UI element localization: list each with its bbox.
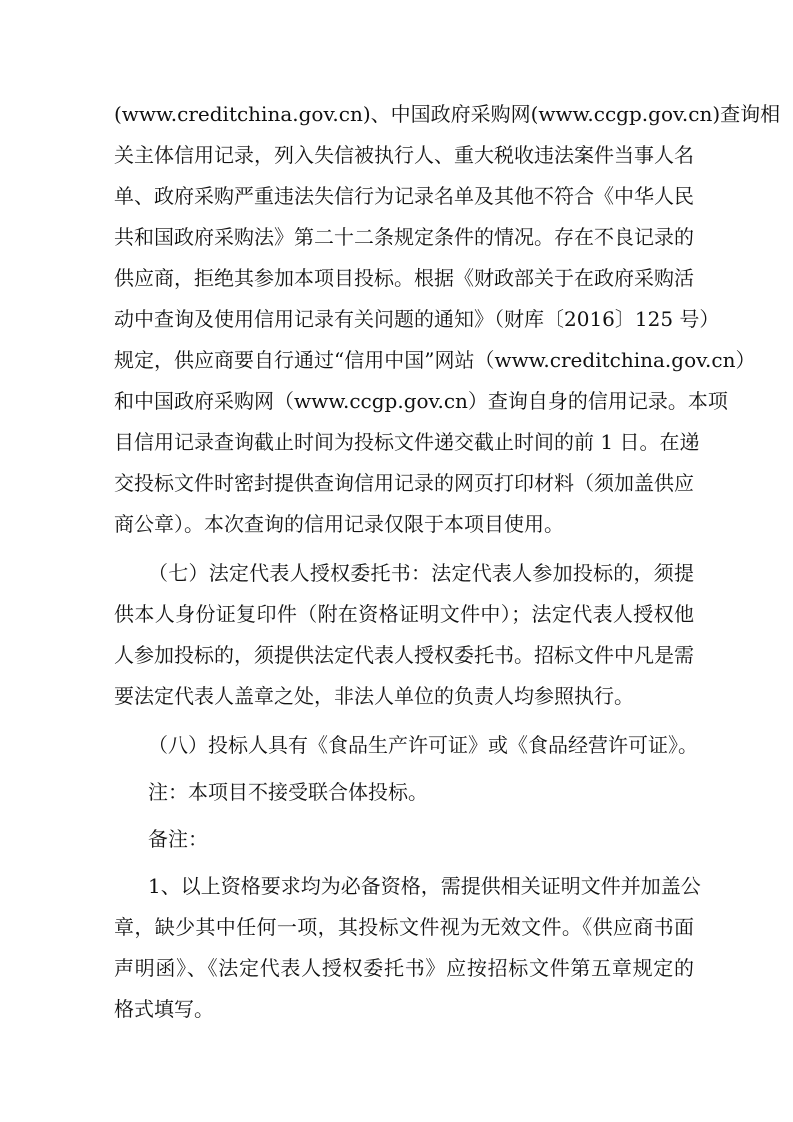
paragraph-remark-1 (114, 866, 701, 1030)
text-line: 商公章）。本次查询的信用记录仅限于本项目使用。 (114, 512, 564, 536)
text-line: 动中查询及使用信用记录有关问题的通知》（财库〔2016〕125 号） (114, 307, 720, 331)
text-line: 1、以上资格要求均为必备资格，需提供相关证明文件并加盖公 (148, 874, 701, 898)
text-line: 声明函》、《法定代表人授权委托书》应按招标文件第五章规定的 (114, 956, 694, 980)
text-line: 人参加投标的，须提供法定代表人授权委托书。招标文件中凡是需 (114, 643, 694, 667)
text-line: 目信用记录查询截止时间为投标文件递交截止时间的前 1 日。在递 (114, 430, 700, 454)
text-line: 注：本项目不接受联合体投标。 (148, 780, 428, 804)
text-line: 备注： (148, 827, 208, 851)
paragraph-credit-record (114, 94, 781, 545)
text-line: 和中国政府采购网（www.ccgp.gov.cn）查询自身的信用记录。本项 (114, 389, 728, 413)
paragraph-authorization (114, 553, 694, 717)
text-line: 供本人身份证复印件（附在资格证明文件中）；法定代表人授权他 (114, 602, 694, 626)
text-line: 规定，供应商要自行通过“信用中国”网站（www.creditchina.gov.cn） (114, 348, 756, 372)
text-line: 供应商，拒绝其参加本项目投标。根据《财政部关于在政府采购活 (114, 266, 694, 290)
document-body (114, 94, 781, 1030)
text-line: 章，缺少其中任何一项，其投标文件视为无效文件。《供应商书面 (114, 915, 694, 939)
text-line: 要法定代表人盖章之处，非法人单位的负责人均参照执行。 (114, 684, 634, 708)
remarks-heading (114, 819, 694, 860)
text-line: 共和国政府采购法》第二十二条规定条件的情况。存在不良记录的 (114, 225, 694, 249)
text-line: （七）法定代表人授权委托书：法定代表人参加投标的，须提 (148, 561, 694, 585)
text-line: 交投标文件时密封提供查询信用记录的网页打印材料（须加盖供应 (114, 471, 694, 495)
paragraph-no-consortium (114, 772, 694, 813)
text-line: （八）投标人具有《食品生产许可证》或《食品经营许可证》。 (148, 733, 698, 757)
text-line: 格式填写。 (114, 997, 214, 1021)
paragraph-food-license (114, 725, 698, 766)
text-line: 单、政府采购严重违法失信行为记录名单及其他不符合《中华人民 (114, 184, 694, 208)
text-line: 关主体信用记录，列入失信被执行人、重大税收违法案件当事人名 (114, 143, 694, 167)
text-line: (www.creditchina.gov.cn)、中国政府采购网(www.ccgp.gov.cn)查询相 (114, 102, 781, 126)
